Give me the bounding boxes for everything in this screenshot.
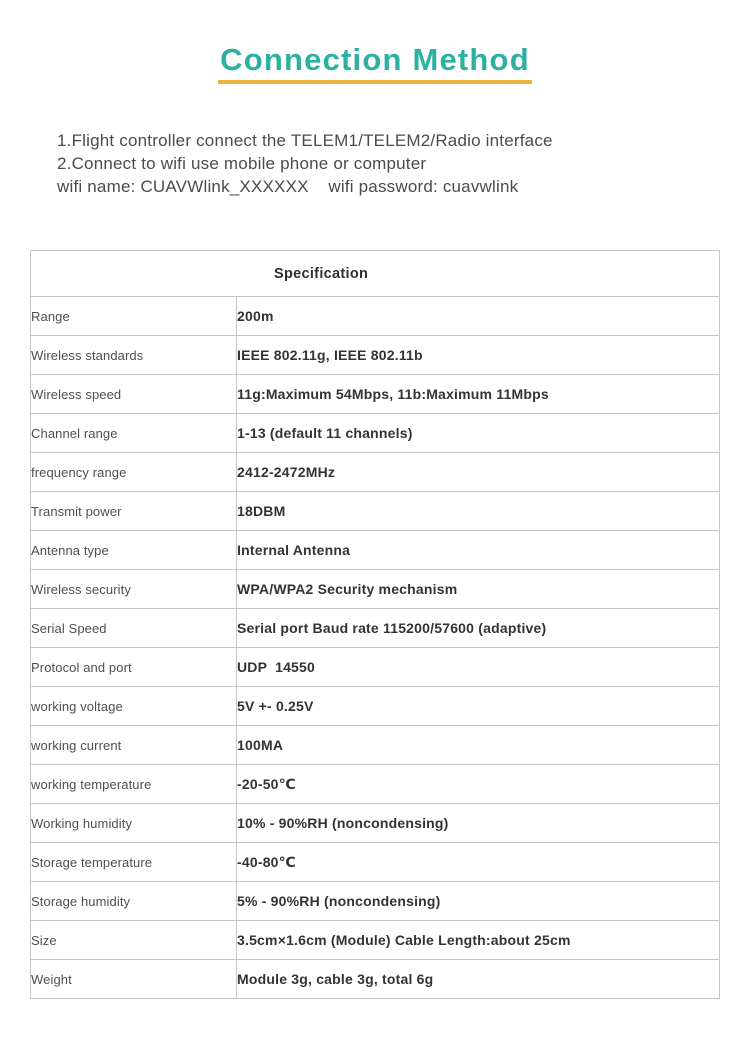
spec-label: Storage humidity [31,882,237,921]
spec-value: Internal Antenna [237,531,720,570]
spec-label: Storage temperature [31,843,237,882]
spec-label: Size [31,921,237,960]
spec-value: 3.5cm×1.6cm (Module) Cable Length:about 25cm [237,921,720,960]
spec-label: Weight [31,960,237,999]
instruction-line-2: 2.Connect to wifi use mobile phone or computer [57,154,427,173]
table-row [31,609,720,648]
spec-value: 2412-2472MHz [237,453,720,492]
spec-value: 200m [237,297,720,336]
table-row [31,843,720,882]
table-row [31,492,720,531]
spec-label: Protocol and port [31,648,237,687]
spec-value: 10% - 90%RH (noncondensing) [237,804,720,843]
instruction-line-1: 1.Flight controller connect the TELEM1/TELEM2/Radio interface [57,131,553,150]
table-header-cell: Specification [31,251,720,297]
spec-value: Serial port Baud rate 115200/57600 (adaptive) [237,609,720,648]
table-row [31,960,720,999]
spec-value: -40-80℃ [237,843,720,882]
spec-label: Wireless standards [31,336,237,375]
table-row [31,648,720,687]
spec-value: UDP 14550 [237,648,720,687]
spec-value: 100MA [237,726,720,765]
spec-label: Antenna type [31,531,237,570]
spec-label: Wireless security [31,570,237,609]
spec-value: 1-13 (default 11 channels) [237,414,720,453]
spec-value: -20-50℃ [237,765,720,804]
table-header-row [31,251,720,297]
spec-label: Working humidity [31,804,237,843]
table-row [31,453,720,492]
spec-label: working voltage [31,687,237,726]
page-title: Connection Method [218,44,532,84]
table-row [31,531,720,570]
table-row [31,297,720,336]
table-row [31,921,720,960]
table-row [31,375,720,414]
spec-label: Serial Speed [31,609,237,648]
instruction-line-3: wifi name: CUAVWlink_XXXXXX wifi password: cuavwlink [57,177,519,196]
spec-label: working temperature [31,765,237,804]
table-row [31,765,720,804]
table-row [31,726,720,765]
specification-table [30,250,720,999]
instructions [57,129,553,198]
spec-value: 11g:Maximum 54Mbps, 11b:Maximum 11Mbps [237,375,720,414]
spec-value: 18DBM [237,492,720,531]
table-row [31,570,720,609]
title-block [0,44,750,84]
spec-value: IEEE 802.11g, IEEE 802.11b [237,336,720,375]
spec-label: Transmit power [31,492,237,531]
spec-label: Range [31,297,237,336]
table-row [31,336,720,375]
spec-value: Module 3g, cable 3g, total 6g [237,960,720,999]
table-row [31,687,720,726]
spec-value: 5V +- 0.25V [237,687,720,726]
spec-label: Channel range [31,414,237,453]
spec-value: 5% - 90%RH (noncondensing) [237,882,720,921]
spec-label: frequency range [31,453,237,492]
table-row [31,882,720,921]
table-row [31,414,720,453]
spec-label: working current [31,726,237,765]
table-row [31,804,720,843]
spec-label: Wireless speed [31,375,237,414]
spec-value: WPA/WPA2 Security mechanism [237,570,720,609]
